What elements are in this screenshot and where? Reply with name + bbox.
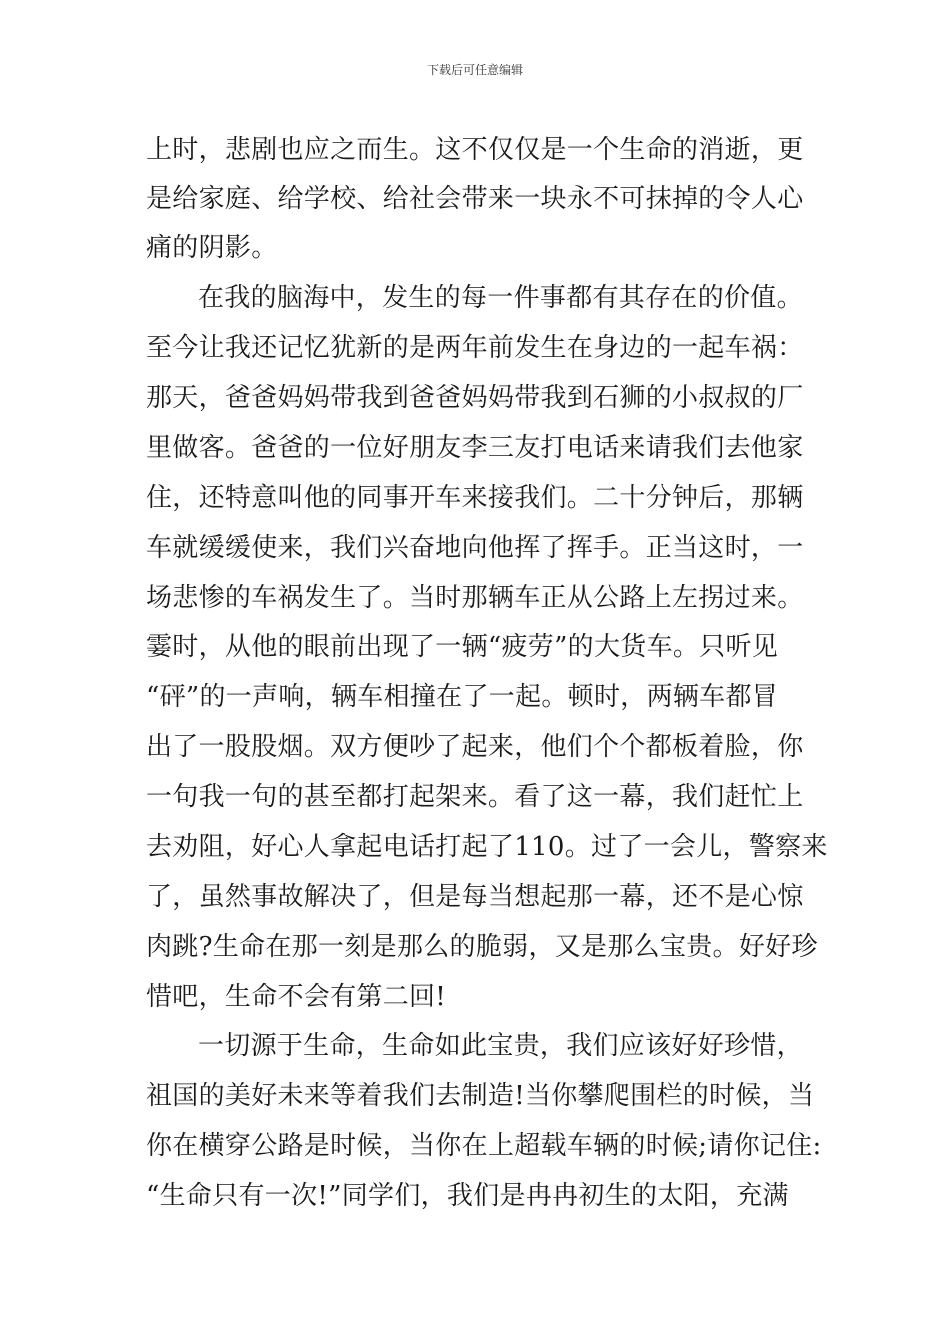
paragraph-first-line: 一切源于生命，生命如此宝贵，我们应该好好珍惜， [198, 1031, 803, 1061]
text-line: 你在横穿公路是时候，当你在上超载车辆的时候;请你记住: [146, 1131, 822, 1161]
text-line: 痛的阴影。 [146, 233, 278, 263]
page-header: 下载后可任意编辑 [426, 63, 523, 77]
text-line: 了，虽然事故解决了，但是每当想起那一幕，还不是心惊 [146, 882, 804, 912]
text-line: 上时，悲剧也应之而生。这不仅仅是一个生命的消逝，更 [146, 135, 804, 165]
text-line: 是给家庭、给学校、给社会带来一块永不可抹掉的令人心 [146, 184, 804, 214]
text-line: 那天，爸爸妈妈带我到爸爸妈妈带我到石狮的小叔叔的厂 [146, 383, 804, 413]
text-line: “砰”的一声响，辆车相撞在了一起。顿时，两辆车都冒 [146, 682, 779, 712]
text-line: 至今让我还记忆犹新的是两年前发生在身边的一起车祸： [146, 333, 804, 363]
text-line: 住，还特意叫他的同事开车来接我们。二十分钟后，那辆 [146, 483, 804, 513]
text-line: 肉跳?生命在那一刻是那么的脆弱，又是那么宝贵。好好珍 [146, 932, 818, 962]
text-line: 惜吧，生命不会有第二回! [146, 982, 447, 1012]
text-line: 场悲惨的车祸发生了。当时那辆车正从公路上左拐过来。 [146, 583, 804, 613]
text-line: 出了一股股烟。双方便吵了起来，他们个个都板着脸，你 [146, 732, 804, 762]
paragraph-first-line: 在我的脑海中，发生的每一件事都有其存在的价值。 [198, 283, 803, 313]
text-line: 霎时，从他的眼前出现了一辆“疲劳”的大货车。只听见 [146, 632, 779, 662]
text-line: 祖国的美好未来等着我们去制造!当你攀爬围栏的时候，当 [146, 1081, 815, 1111]
text-line: 一句我一句的甚至都打起架来。看了这一幕，我们赶忙上 [146, 782, 804, 812]
text-line: 去劝阻，好心人拿起电话打起了110。过了一会儿，警察来 [146, 832, 828, 862]
text-line: 车就缓缓使来，我们兴奋地向他挥了挥手。正当这时，一 [146, 533, 804, 563]
text-line: “生命只有一次!”同学们，我们是冉冉初生的太阳，充满 [146, 1181, 789, 1211]
text-line: 里做客。爸爸的一位好朋友李三友打电话来请我们去他家 [146, 433, 804, 463]
